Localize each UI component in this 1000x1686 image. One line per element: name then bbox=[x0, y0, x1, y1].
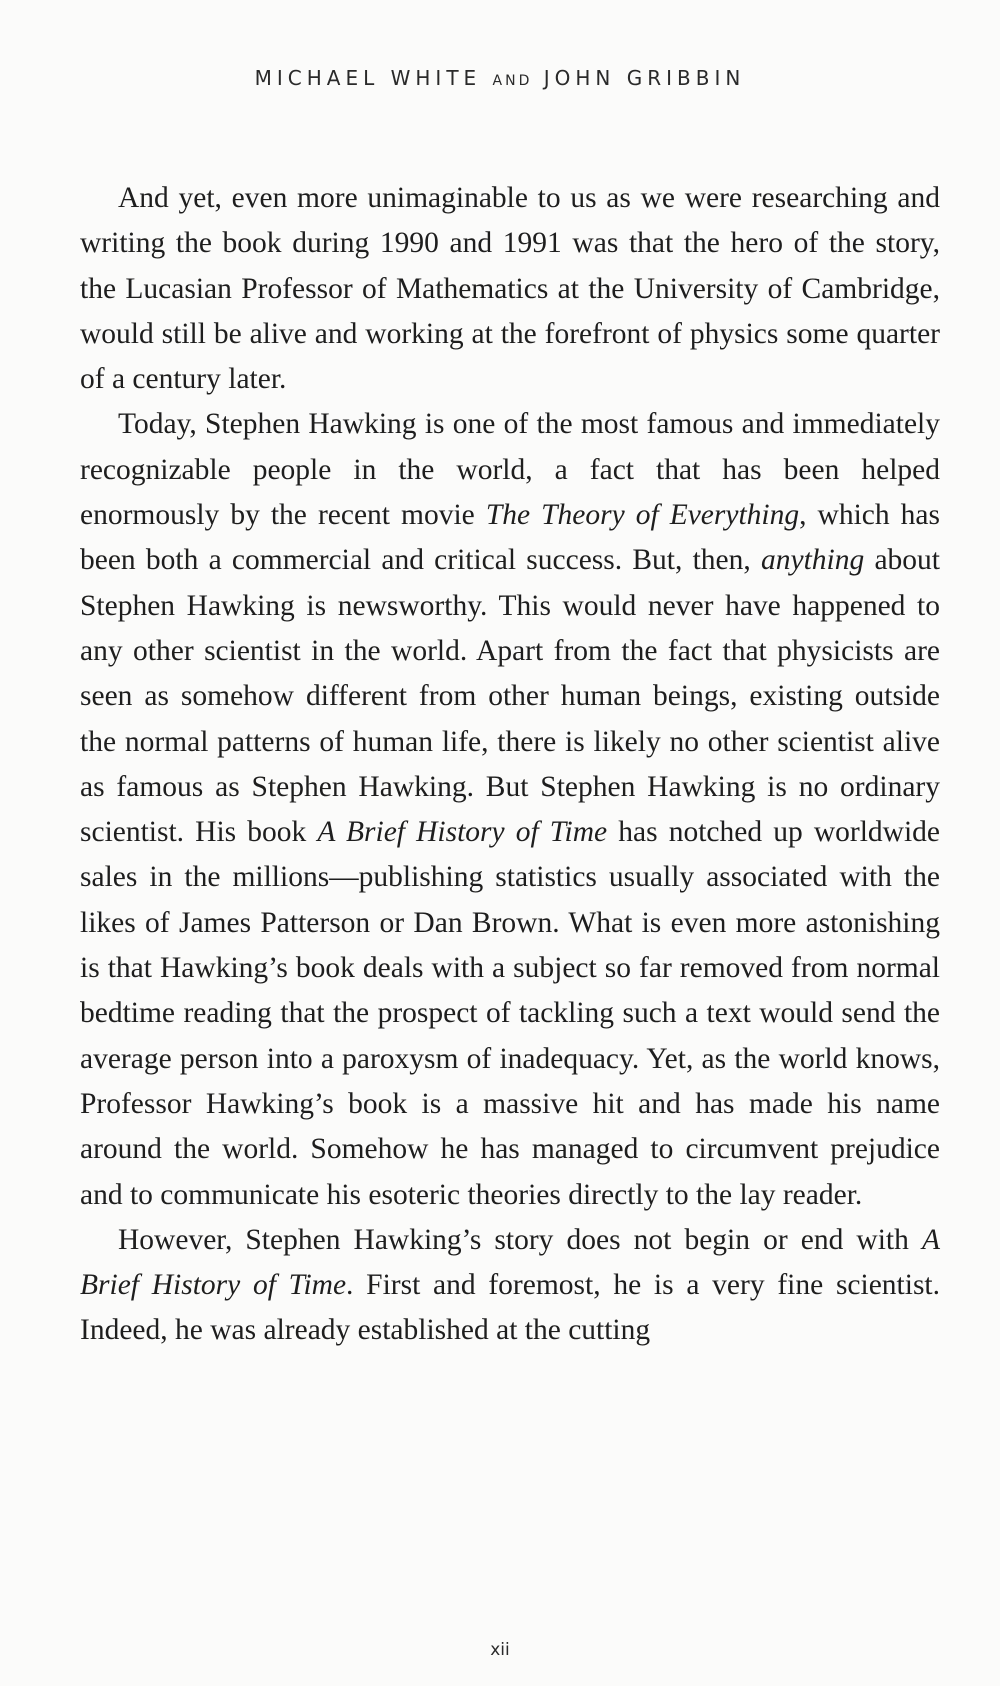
paragraph-2-italic-2: anything bbox=[760, 544, 865, 577]
paragraph-2-text-3: about Stephen Hawking is newsworthy. This would never have happened to any other scientist in the world. Apart from the fact that physicists are seen as somehow different from other human beings, existing outside the normal patterns of human life, there is likely no other scientist alive as famous as Stephen Hawking. But Stephen Hawking is no ordinary scientist. His book bbox=[80, 544, 940, 849]
paragraph-3-italic-1: A Brief History of Time bbox=[80, 1223, 940, 1302]
paragraph-2-italic-3: A Brief History of Time bbox=[317, 816, 608, 849]
body-text bbox=[80, 176, 940, 1354]
paragraph-2 bbox=[80, 402, 940, 1217]
paragraph-2-text-4: has notched up worldwide sales in the millions—publishing statistics usually associated with the likes of James Patterson or Dan Brown. What is even more astonishing is that Hawking’s book deals with a subject so far removed from normal bedtime reading that the prospect of tackling such a text would send the average person into a paroxysm of inadequacy. Yet, as the world knows, Professor Hawking’s book is a massive hit and has made his name around the world. Somehow he has managed to circumvent prejudice and to communicate his esoteric theories directly to the lay reader. bbox=[80, 816, 940, 1211]
page-number: xii bbox=[490, 1640, 510, 1660]
paragraph-2-text-1: Today, Stephen Hawking is one of the most famous and immediately recognizable people in the world, a fact that has been helped enormously by the recent movie bbox=[80, 408, 940, 532]
paragraph-1 bbox=[80, 176, 940, 402]
running-head bbox=[0, 66, 1000, 90]
running-head-conjunction: AND bbox=[492, 73, 533, 89]
author-1: MICHAEL WHITE bbox=[254, 66, 482, 90]
paragraph-2-italic-1: The Theory of Everything bbox=[485, 499, 800, 532]
author-2: JOHN GRIBBIN bbox=[543, 66, 746, 90]
paragraph-3-text-1: However, Stephen Hawking’s story does not begin or end with bbox=[118, 1223, 922, 1256]
paragraph-3-text-2: . First and foremost, he is a very fine scientist. Indeed, he was already established at the cutting bbox=[80, 1269, 940, 1347]
paragraph-2-text-2: , which has been both a commercial and critical success. But, then, bbox=[80, 499, 940, 577]
paragraph-3 bbox=[80, 1218, 940, 1354]
paragraph-1-text-1: And yet, even more unimaginable to us as we were researching and writing the book during 1990 and 1991 was that the hero of the story, the Lucasian Professor of Mathematics at the University of Cambridge, would still be alive and working at the forefront of physics some quarter of a century later. bbox=[80, 182, 940, 396]
